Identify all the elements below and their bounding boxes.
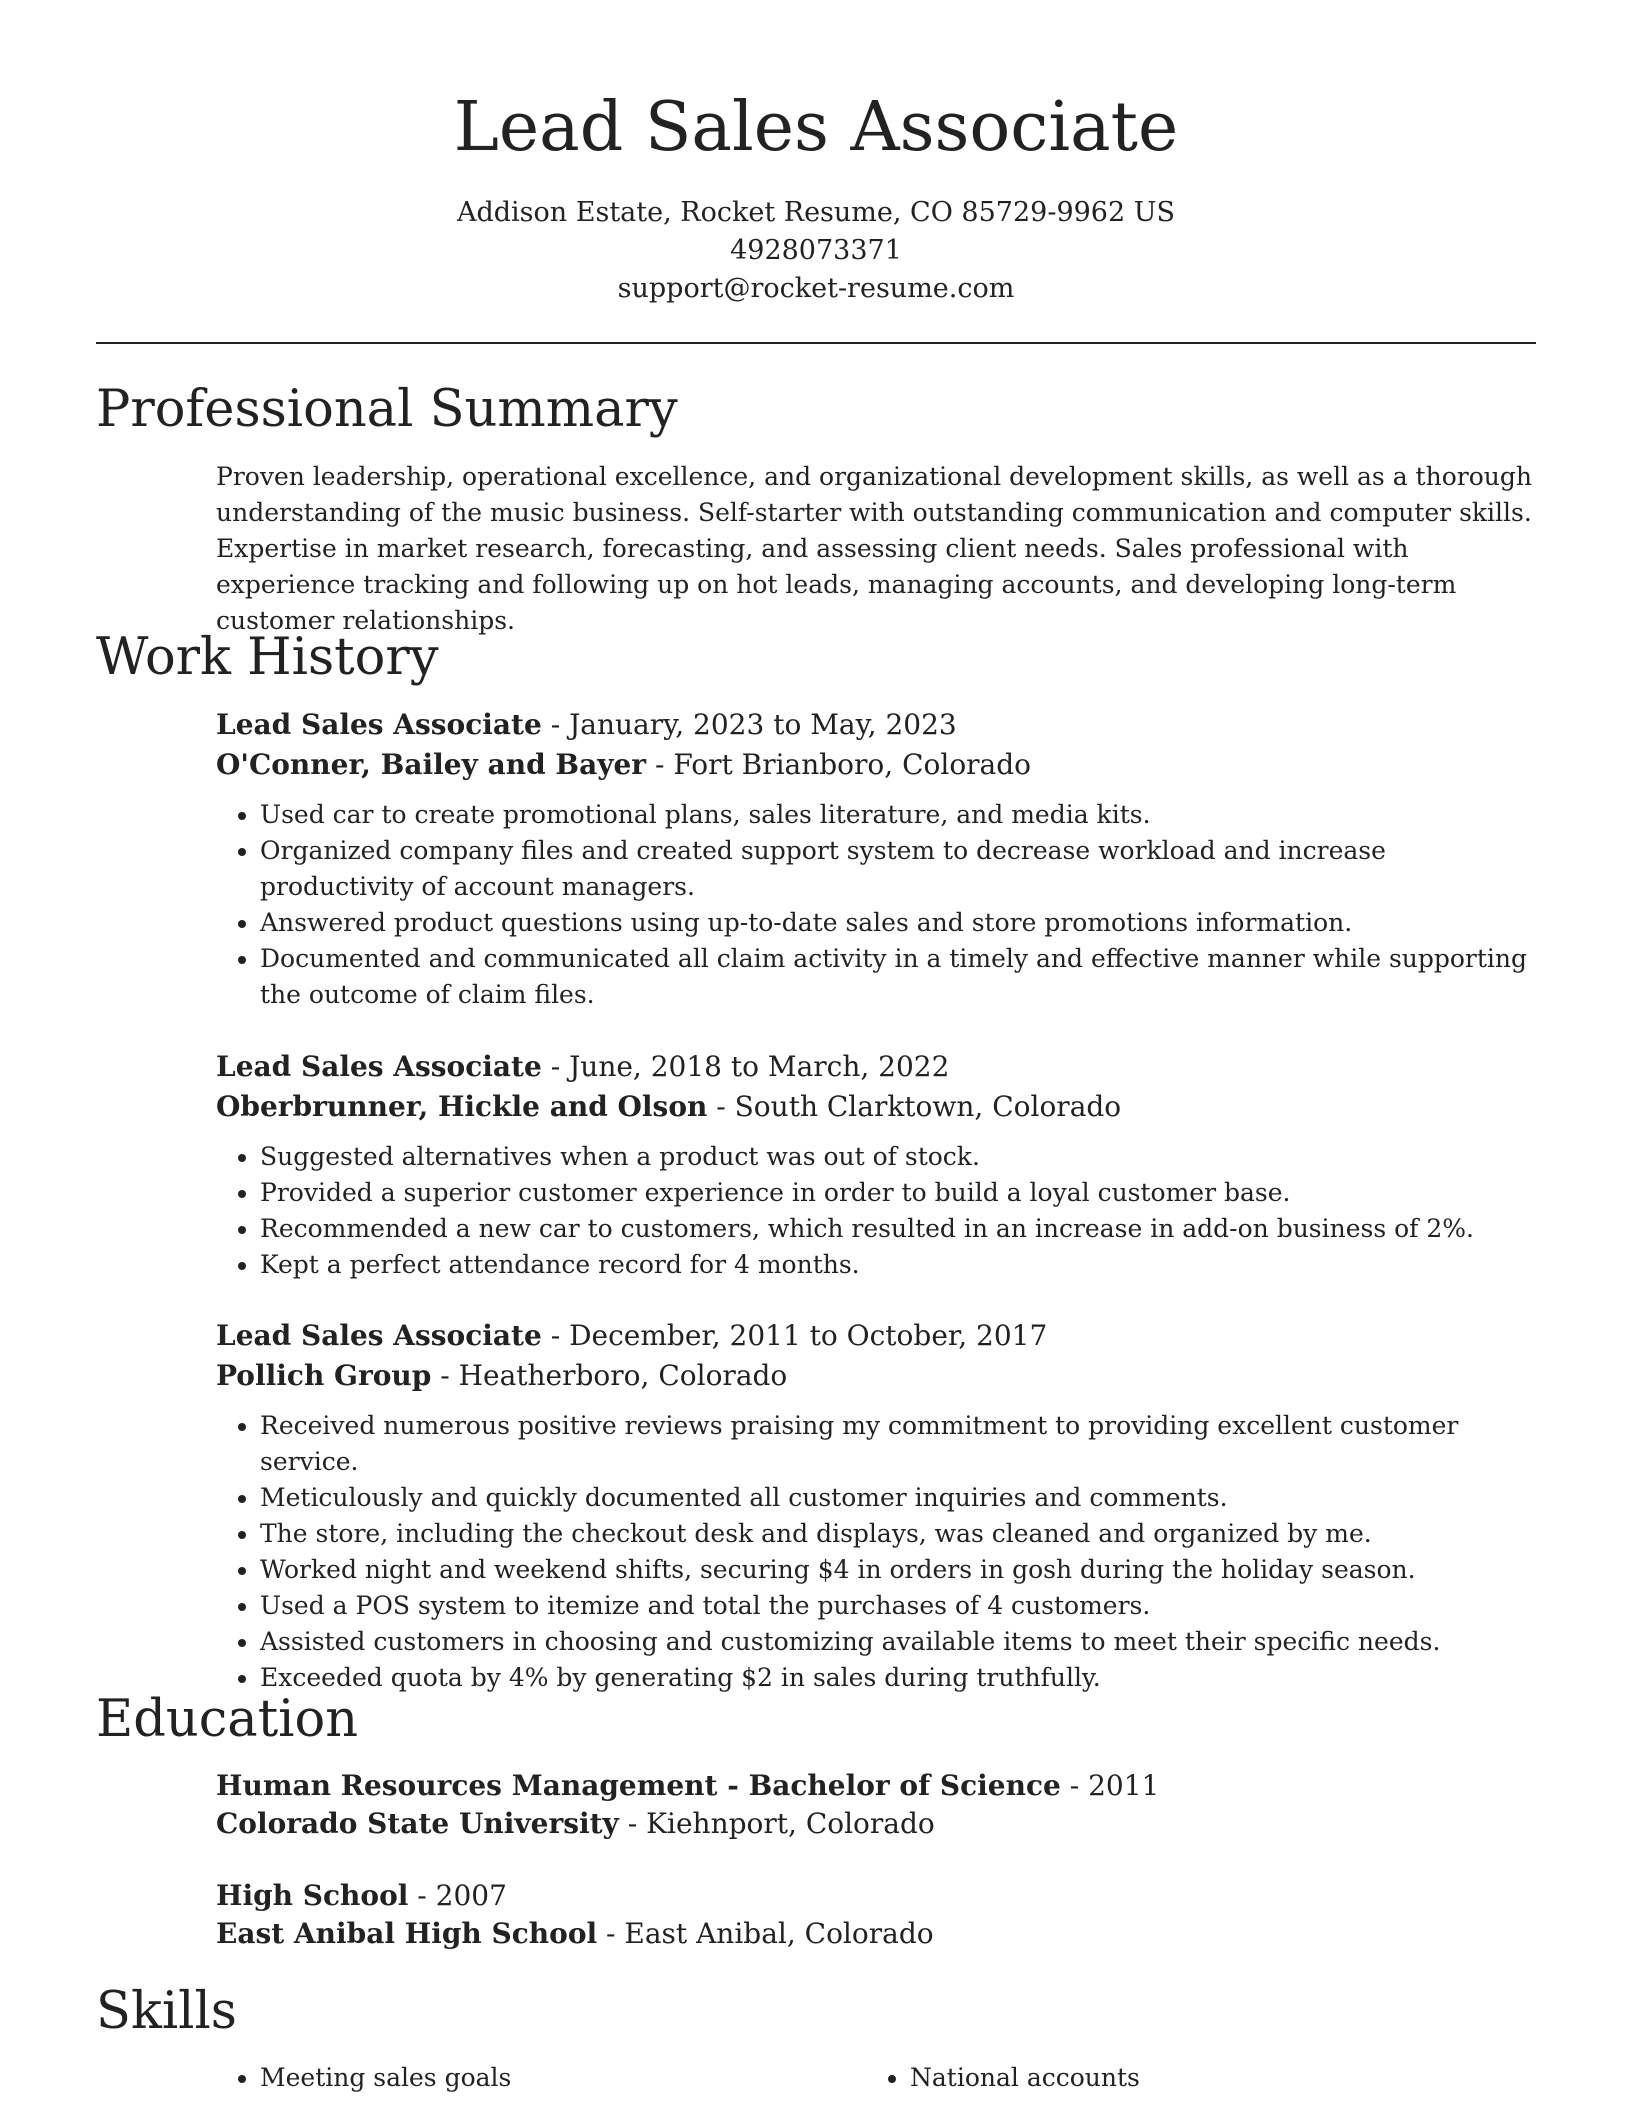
- education-location: - East Anibal, Colorado: [597, 1917, 934, 1950]
- resume-header: [0, 0, 1632, 308]
- education-degree-line: [216, 1767, 1546, 1805]
- skills-block: [216, 2060, 1546, 2096]
- job-dates: - December, 2011 to October, 2017: [541, 1319, 1048, 1352]
- contact-phone: 4928073371: [730, 235, 902, 266]
- job-company-line: [216, 1087, 1546, 1127]
- job-title: Lead Sales Associate: [216, 708, 542, 741]
- job-bullet: • Exceeded quota by 4% by generating $2 in sales during truthfully.: [260, 1660, 1546, 1696]
- job-dates: - January, 2023 to May, 2023: [541, 708, 957, 741]
- job-bullets: [216, 1408, 1546, 1696]
- education-degree-line: [216, 1877, 1546, 1915]
- job-company: Pollich Group: [216, 1359, 432, 1392]
- job-bullet: • Suggested alternatives when a product was out of stock.: [260, 1139, 1546, 1175]
- education-school: Colorado State University: [216, 1807, 619, 1840]
- job-bullet: • Meticulously and quickly documented all customer inquiries and comments.: [260, 1480, 1546, 1516]
- job-location: - South Clarktown, Colorado: [707, 1090, 1122, 1123]
- education-school-line: [216, 1915, 1546, 1953]
- resume-name: Lead Sales Associate: [453, 88, 1179, 167]
- job-bullet: • Received numerous positive reviews praising my commitment to providing excellent customer service.: [260, 1408, 1546, 1480]
- education-entry: [216, 1877, 1546, 1953]
- job-title: Lead Sales Associate: [216, 1050, 542, 1083]
- job-entry: [216, 1316, 1546, 1696]
- section-heading-summary: Professional Summary: [96, 380, 678, 439]
- job-title-line: [216, 1047, 1546, 1087]
- education-location: - Kiehnport, Colorado: [618, 1807, 935, 1840]
- skills-list-left: [216, 2060, 866, 2096]
- job-bullet: • Used car to create promotional plans, sales literature, and media kits.: [260, 797, 1546, 833]
- section-heading-work: Work History: [96, 628, 439, 687]
- job-bullet: • Organized company files and created support system to decrease workload and increase productivity of account managers.: [260, 833, 1546, 905]
- job-company-line: [216, 745, 1546, 785]
- contact-address: Addison Estate, Rocket Resume, CO 85729-9962 US: [456, 197, 1175, 228]
- skill-item: • National accounts: [910, 2060, 1516, 2096]
- job-bullet: • Provided a superior customer experience in order to build a loyal customer base.: [260, 1175, 1546, 1211]
- job-location: - Fort Brianboro, Colorado: [646, 748, 1032, 781]
- job-bullet: • Assisted customers in choosing and customizing available items to meet their specific needs.: [260, 1624, 1546, 1660]
- job-title-line: [216, 705, 1546, 745]
- summary-block: [216, 459, 1546, 639]
- contact-email: support@rocket-resume.com: [617, 273, 1015, 304]
- education-year: - 2007: [408, 1879, 507, 1912]
- header-divider: [96, 342, 1536, 344]
- job-dates: - June, 2018 to March, 2022: [541, 1050, 950, 1083]
- skills-list-right: [866, 2060, 1516, 2096]
- job-bullet: • Kept a perfect attendance record for 4 months.: [260, 1247, 1546, 1283]
- job-entry: [216, 705, 1546, 1013]
- job-bullet: • Used a POS system to itemize and total the purchases of 4 customers.: [260, 1588, 1546, 1624]
- job-company: Oberbrunner, Hickle and Olson: [216, 1090, 708, 1123]
- job-bullets: [216, 1139, 1546, 1283]
- skill-item: • Meeting sales goals: [260, 2060, 866, 2096]
- summary-text: Proven leadership, operational excellence, and organizational development skills, as well as a thorough understanding of the music business. Self-starter with outstanding communication and computer skills. Expertise in market research, forecasting, and assessing client needs. Sales professional with experience tracking and following up on hot leads, managing accounts, and developing long-term customer relationships.: [216, 462, 1532, 635]
- job-location: - Heatherboro, Colorado: [431, 1359, 788, 1392]
- job-entry: [216, 1047, 1546, 1283]
- education-degree: High School: [216, 1879, 409, 1912]
- education-school: East Anibal High School: [216, 1917, 598, 1950]
- job-bullet: • Recommended a new car to customers, which resulted in an increase in add-on business of 2%.: [260, 1211, 1546, 1247]
- education-school-line: [216, 1805, 1546, 1843]
- job-title: Lead Sales Associate: [216, 1319, 542, 1352]
- job-title-line: [216, 1316, 1546, 1356]
- education-degree: Human Resources Management - Bachelor of Science: [216, 1769, 1061, 1802]
- section-heading-skills: Skills: [96, 1982, 237, 2041]
- skills-columns: [216, 2060, 1546, 2096]
- contact-info: [0, 194, 1632, 308]
- job-bullet: • Answered product questions using up-to-date sales and store promotions information.: [260, 905, 1546, 941]
- job-bullet: • Worked night and weekend shifts, securing $4 in orders in gosh during the holiday season.: [260, 1552, 1546, 1588]
- education-entry: [216, 1767, 1546, 1843]
- section-heading-education: Education: [96, 1690, 359, 1749]
- job-company: O'Conner, Bailey and Bayer: [216, 748, 647, 781]
- job-bullet: • Documented and communicated all claim activity in a timely and effective manner while supporting the outcome of claim files.: [260, 941, 1546, 1013]
- job-company-line: [216, 1356, 1546, 1396]
- job-bullets: [216, 797, 1546, 1013]
- job-bullet: • The store, including the checkout desk and displays, was cleaned and organized by me.: [260, 1516, 1546, 1552]
- education-year: - 2011: [1060, 1769, 1160, 1802]
